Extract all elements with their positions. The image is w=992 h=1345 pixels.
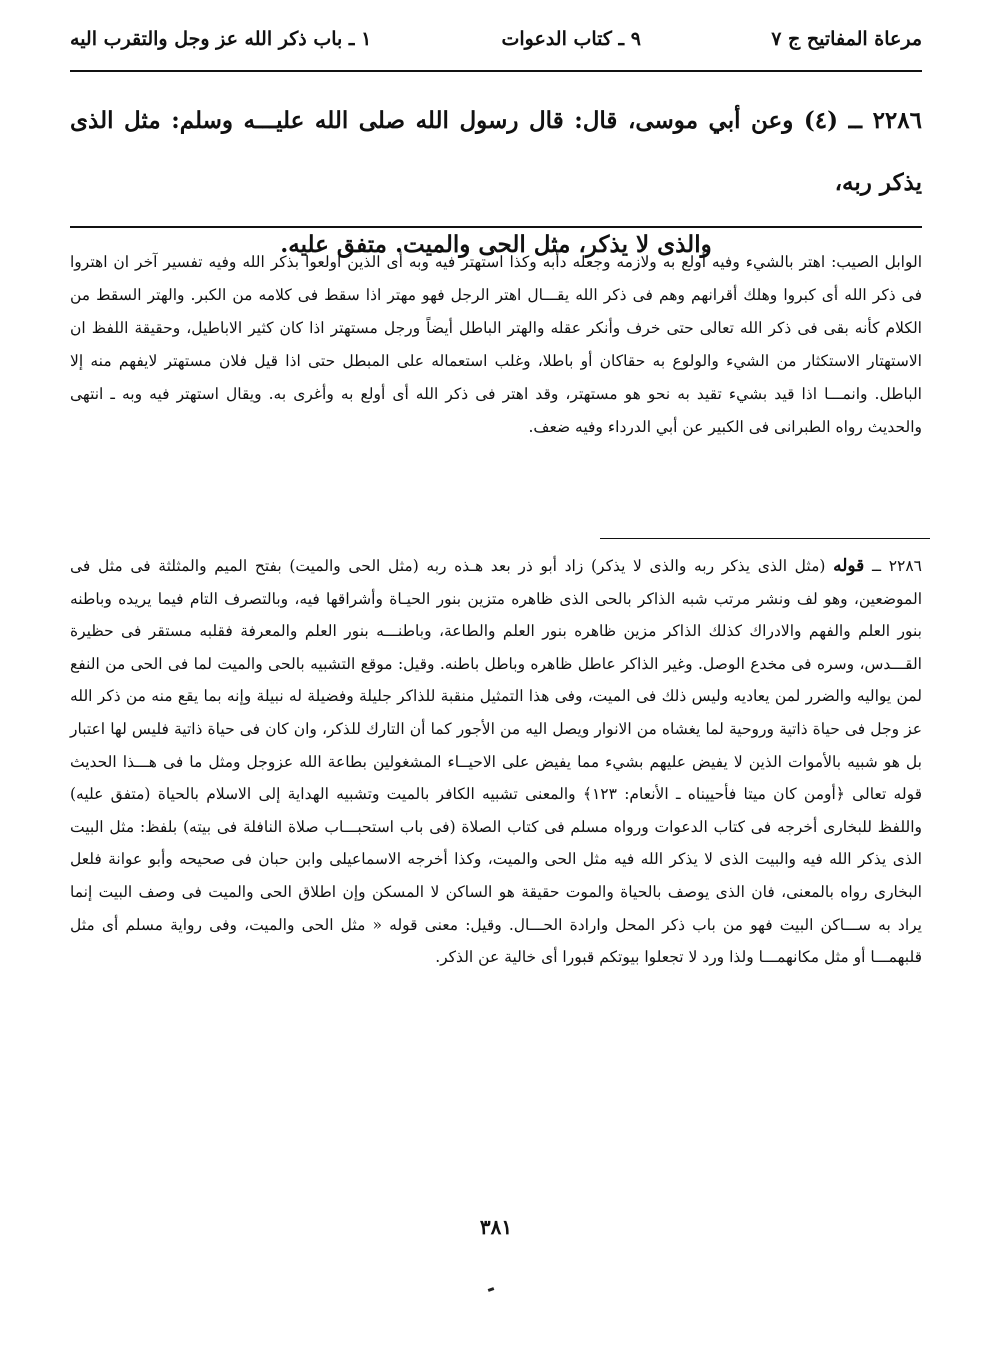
chapter-title: ١ ـ باب ذكر الله عز وجل والتقرب اليه (70, 28, 372, 50)
ink-speck (488, 1287, 495, 1292)
hadith-line-2: والذى لا يذكر، مثل الحى والميت. متفق عليه. (280, 231, 712, 258)
footnote-rule (600, 538, 930, 539)
previous-commentary: الوابل الصيب: اهتر بالشيء وفيه أولع به ولازمه وجعله دأبه وكذا استهتر فيه وبه أى الذين أولعوا بذكر الله وفيه تفسير آخر ان اهتروا فى ذكر الله أى كبروا وهلك أقرانهم وهم فى ذكر الله يقـــال اهتر الرجل فهو مهتر اذا سقط فى كلامه من الكبر. والهتر السقط من الكلام كأنه بقى فى ذكر الله تعالى حتى خرف وأنكر عقله والهتر الباطل أيضاً ورجل مستهتر اذا كان كثير الاباطيل، وحقيقة اللفظ ان الاستهتار الاستكثار من الشيء والولوع به حقاكان أو باطلا، وغلب استعماله على المبطل حتى اذا قيل فلان مستهتر لايفهم منه إلا الباطل. وانمـــا اذا قيد بشيء تقيد به نحو هو مستهتر، وقد اهتر فى ذكر الله أى أولع به وأغرى به. ويقال استهتر فيه وبه ـ انتهى والحديث رواه الطبرانى فى الكبير عن أبي الدرداء وفيه ضعف. (70, 253, 922, 436)
commentary-number: ٢٢٨٦ ــ (871, 557, 922, 575)
hadith-rule (70, 226, 922, 228)
header-rule (70, 70, 922, 72)
book-section: ٩ ـ كتاب الدعوات (501, 28, 641, 50)
book-title: مرعاة المفاتيح ج ٧ (771, 28, 922, 50)
commentary-text: (مثل الذى يذكر ربه والذى لا يذكر) زاد أبو ذر بعد هـذه ربه (مثل الحى والميت) بفتح الميم والمثلثة فى مثل فى الموضعين، وهو لف ونشر مرتب شبه الذاكر بالحى الذى ظاهره متزين بنور الحيـاة وأشراقها فيه، وبالتصرف التام فيما يريده وباطنه بنور العلم والفهم والادراك كذلك الذاكر مزين ظاهره بنور العلم والطاعة، وباطنـــه بنور العلم والمعرفة فقلبه مستقر فى حظيرة القـــدس، وسره فى مخدع الوصل. وغير الذاكر عاطل ظاهره وباطل باطنه. وقيل: موقع التشبيه بالحى والميت لما فى الحى من النفع لمن يواليه والضرر لمن يعاديه وليس ذلك فى الميت، وفى هذا التمثيل منقبة للذاكر جليلة وفضيلة له نبيلة وإنه بما يقع منه من ذكر الله عز وجل فى حياة ذاتية وروحية لما يغشاه من الانوار ويصل اليه من الأجور كما أن التارك للذكر، وان كان فى حياة ذاتية فليس لها اعتبار بل هو شبيه بالأموات الذين لا يفيض عليهم بشيء مما يفيض على الاحيــاء المشغولين بطاعة الله عزوجل ومثل ما فى هـــذا الحديث قوله تعالى ﴿أومن كان ميتا فأحييناه ـ الأنعام: ١٢٣﴾ والمعنى تشبيه الكافر بالميت وتشبيه الهداية إلى الاسلام بالحياة (متفق عليه) واللفظ للبخارى أخرجه فى كتاب الدعوات ورواه مسلم فى كتاب الصلاة (فى باب استحبـــاب صلاة النافلة فى بيته) بلفظ: مثل البيت الذى يذكر الله فيه والبيت الذى لا يذكر الله فيه مثل الحى والميت، وكذا أخرجه الاسماعيلى وابن حبان فى صحيحه وأبو عوانة فلعل البخارى رواه بالمعنى، فان الذى يوصف بالحياة والموت حقيقة هو الساكن لا المسكن وإن اطلاق الحى والميت فى وصف البيت إنما يراد به ســـاكن البيت فهو من باب ذكر المحل وارادة الحـــال. وقيل: معنى قوله « مثل الحى والميت، وفى رواية مسلم أى مثل قلبهمـــا أو مثل مكانهمـــا ولذا ورد لا تجعلوا بيوتكم قبورا أى خالية عن الذكر. (70, 557, 922, 967)
running-header (70, 14, 922, 64)
commentary (70, 550, 922, 974)
page-number: ٣٨١ (479, 1215, 513, 1239)
commentary-lead: قوله (833, 556, 865, 576)
hadith-line-1: ٢٢٨٦ ــ (٤) وعن أبي موسى، قال: قال رسول الله صلى الله عليـــه وسلم: مثل الذى يذكر ربه، (70, 107, 922, 196)
